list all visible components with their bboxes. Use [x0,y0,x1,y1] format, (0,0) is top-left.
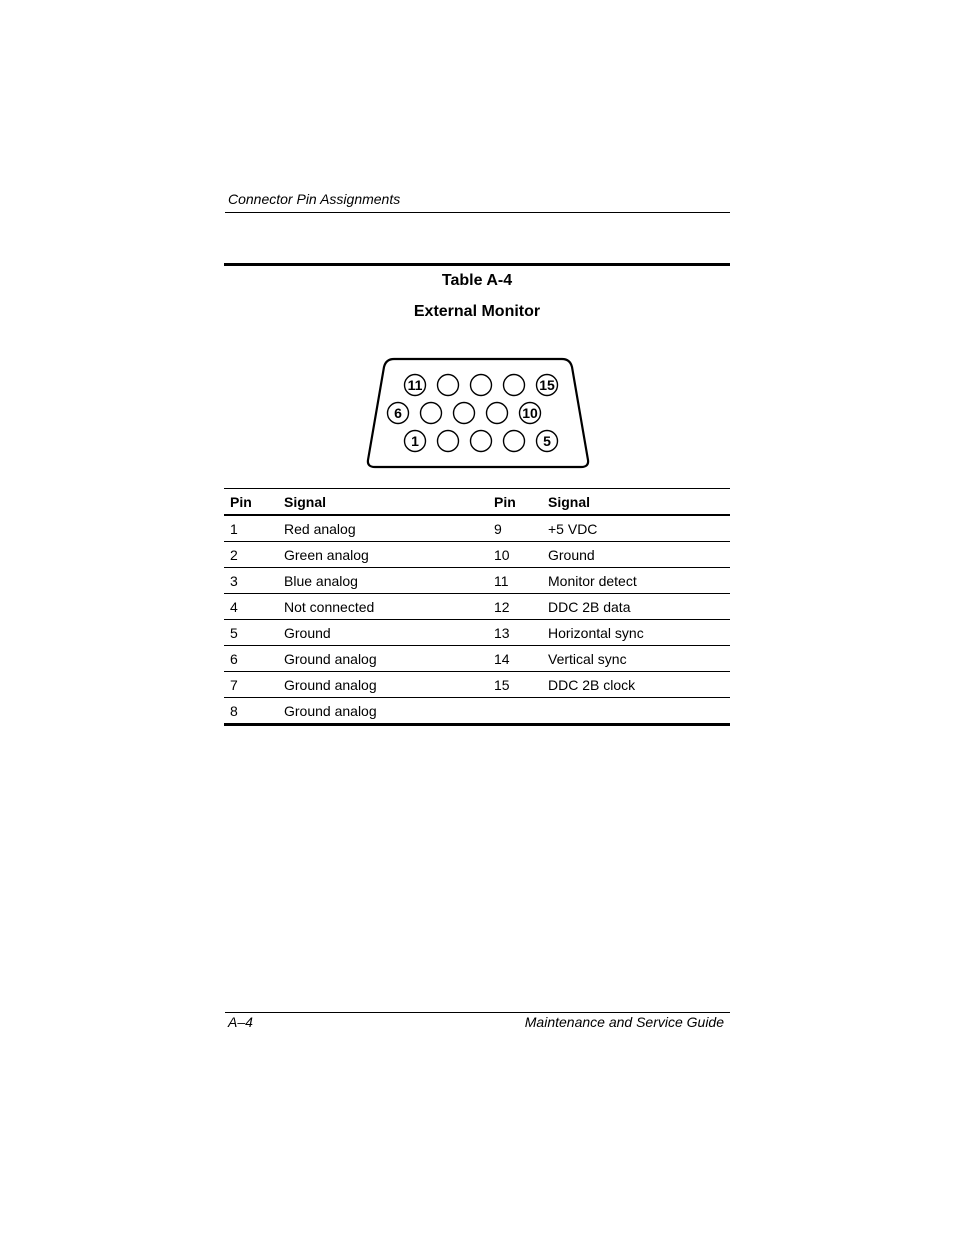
pin-label-5: 5 [543,433,551,449]
table-row [224,594,730,620]
pin-cell: 1 [224,515,278,542]
page-number: A–4 [228,1014,253,1030]
pin-cell: 9 [488,515,542,542]
column-header-signal: Signal [278,489,488,516]
pin-cell: 8 [224,698,278,725]
pin-cell: 12 [488,594,542,620]
pin-2 [438,431,459,452]
pin-cell: 4 [224,594,278,620]
header-rule [225,212,730,213]
pin-cell: 10 [488,542,542,568]
pin-9 [487,403,508,424]
guide-title: Maintenance and Service Guide [524,1014,724,1030]
table-top-rule [224,263,730,266]
pin-cell: 5 [224,620,278,646]
pin-cell [488,698,542,725]
pin-cell: 11 [488,568,542,594]
signal-cell: Red analog [278,515,488,542]
signal-cell: Ground analog [278,698,488,725]
pin-label-11: 11 [407,377,423,393]
table-row [224,620,730,646]
vga-connector-diagram [364,356,592,472]
pin-14 [504,375,525,396]
pin-cell: 3 [224,568,278,594]
pin-7 [421,403,442,424]
table-number: Table A-4 [441,272,513,289]
pin-3 [471,431,492,452]
signal-cell [542,698,730,725]
pin-4 [504,431,525,452]
column-header-pin: Pin [224,489,278,516]
pin-cell: 13 [488,620,542,646]
table-row [224,646,730,672]
pin-cell: 15 [488,672,542,698]
running-head: Connector Pin Assignments [228,191,401,207]
table-header-row [224,489,730,516]
pin-assignment-table [224,488,730,726]
pin-cell: 7 [224,672,278,698]
pin-cell: 6 [224,646,278,672]
pin-12 [438,375,459,396]
table-row [224,672,730,698]
pin-13 [471,375,492,396]
pin-label-15: 15 [539,377,555,393]
column-header-pin: Pin [488,489,542,516]
signal-cell: Horizontal sync [542,620,730,646]
pin-8 [454,403,475,424]
pin-cell: 14 [488,646,542,672]
table-row [224,698,730,725]
column-header-signal: Signal [542,489,730,516]
signal-cell: Ground analog [278,672,488,698]
signal-cell: Ground [542,542,730,568]
signal-cell: Vertical sync [542,646,730,672]
pin-label-1: 1 [411,433,419,449]
signal-cell: Blue analog [278,568,488,594]
table-row [224,515,730,542]
signal-cell: Not connected [278,594,488,620]
table-row [224,568,730,594]
signal-cell: Monitor detect [542,568,730,594]
table-row [224,542,730,568]
signal-cell: DDC 2B clock [542,672,730,698]
signal-cell: Ground analog [278,646,488,672]
signal-cell: Green analog [278,542,488,568]
signal-cell: DDC 2B data [542,594,730,620]
signal-cell: +5 VDC [542,515,730,542]
table-title: External Monitor [413,303,541,320]
footer-rule [225,1012,730,1013]
pin-cell: 2 [224,542,278,568]
pin-label-6: 6 [394,405,402,421]
pin-label-10: 10 [522,405,538,421]
signal-cell: Ground [278,620,488,646]
